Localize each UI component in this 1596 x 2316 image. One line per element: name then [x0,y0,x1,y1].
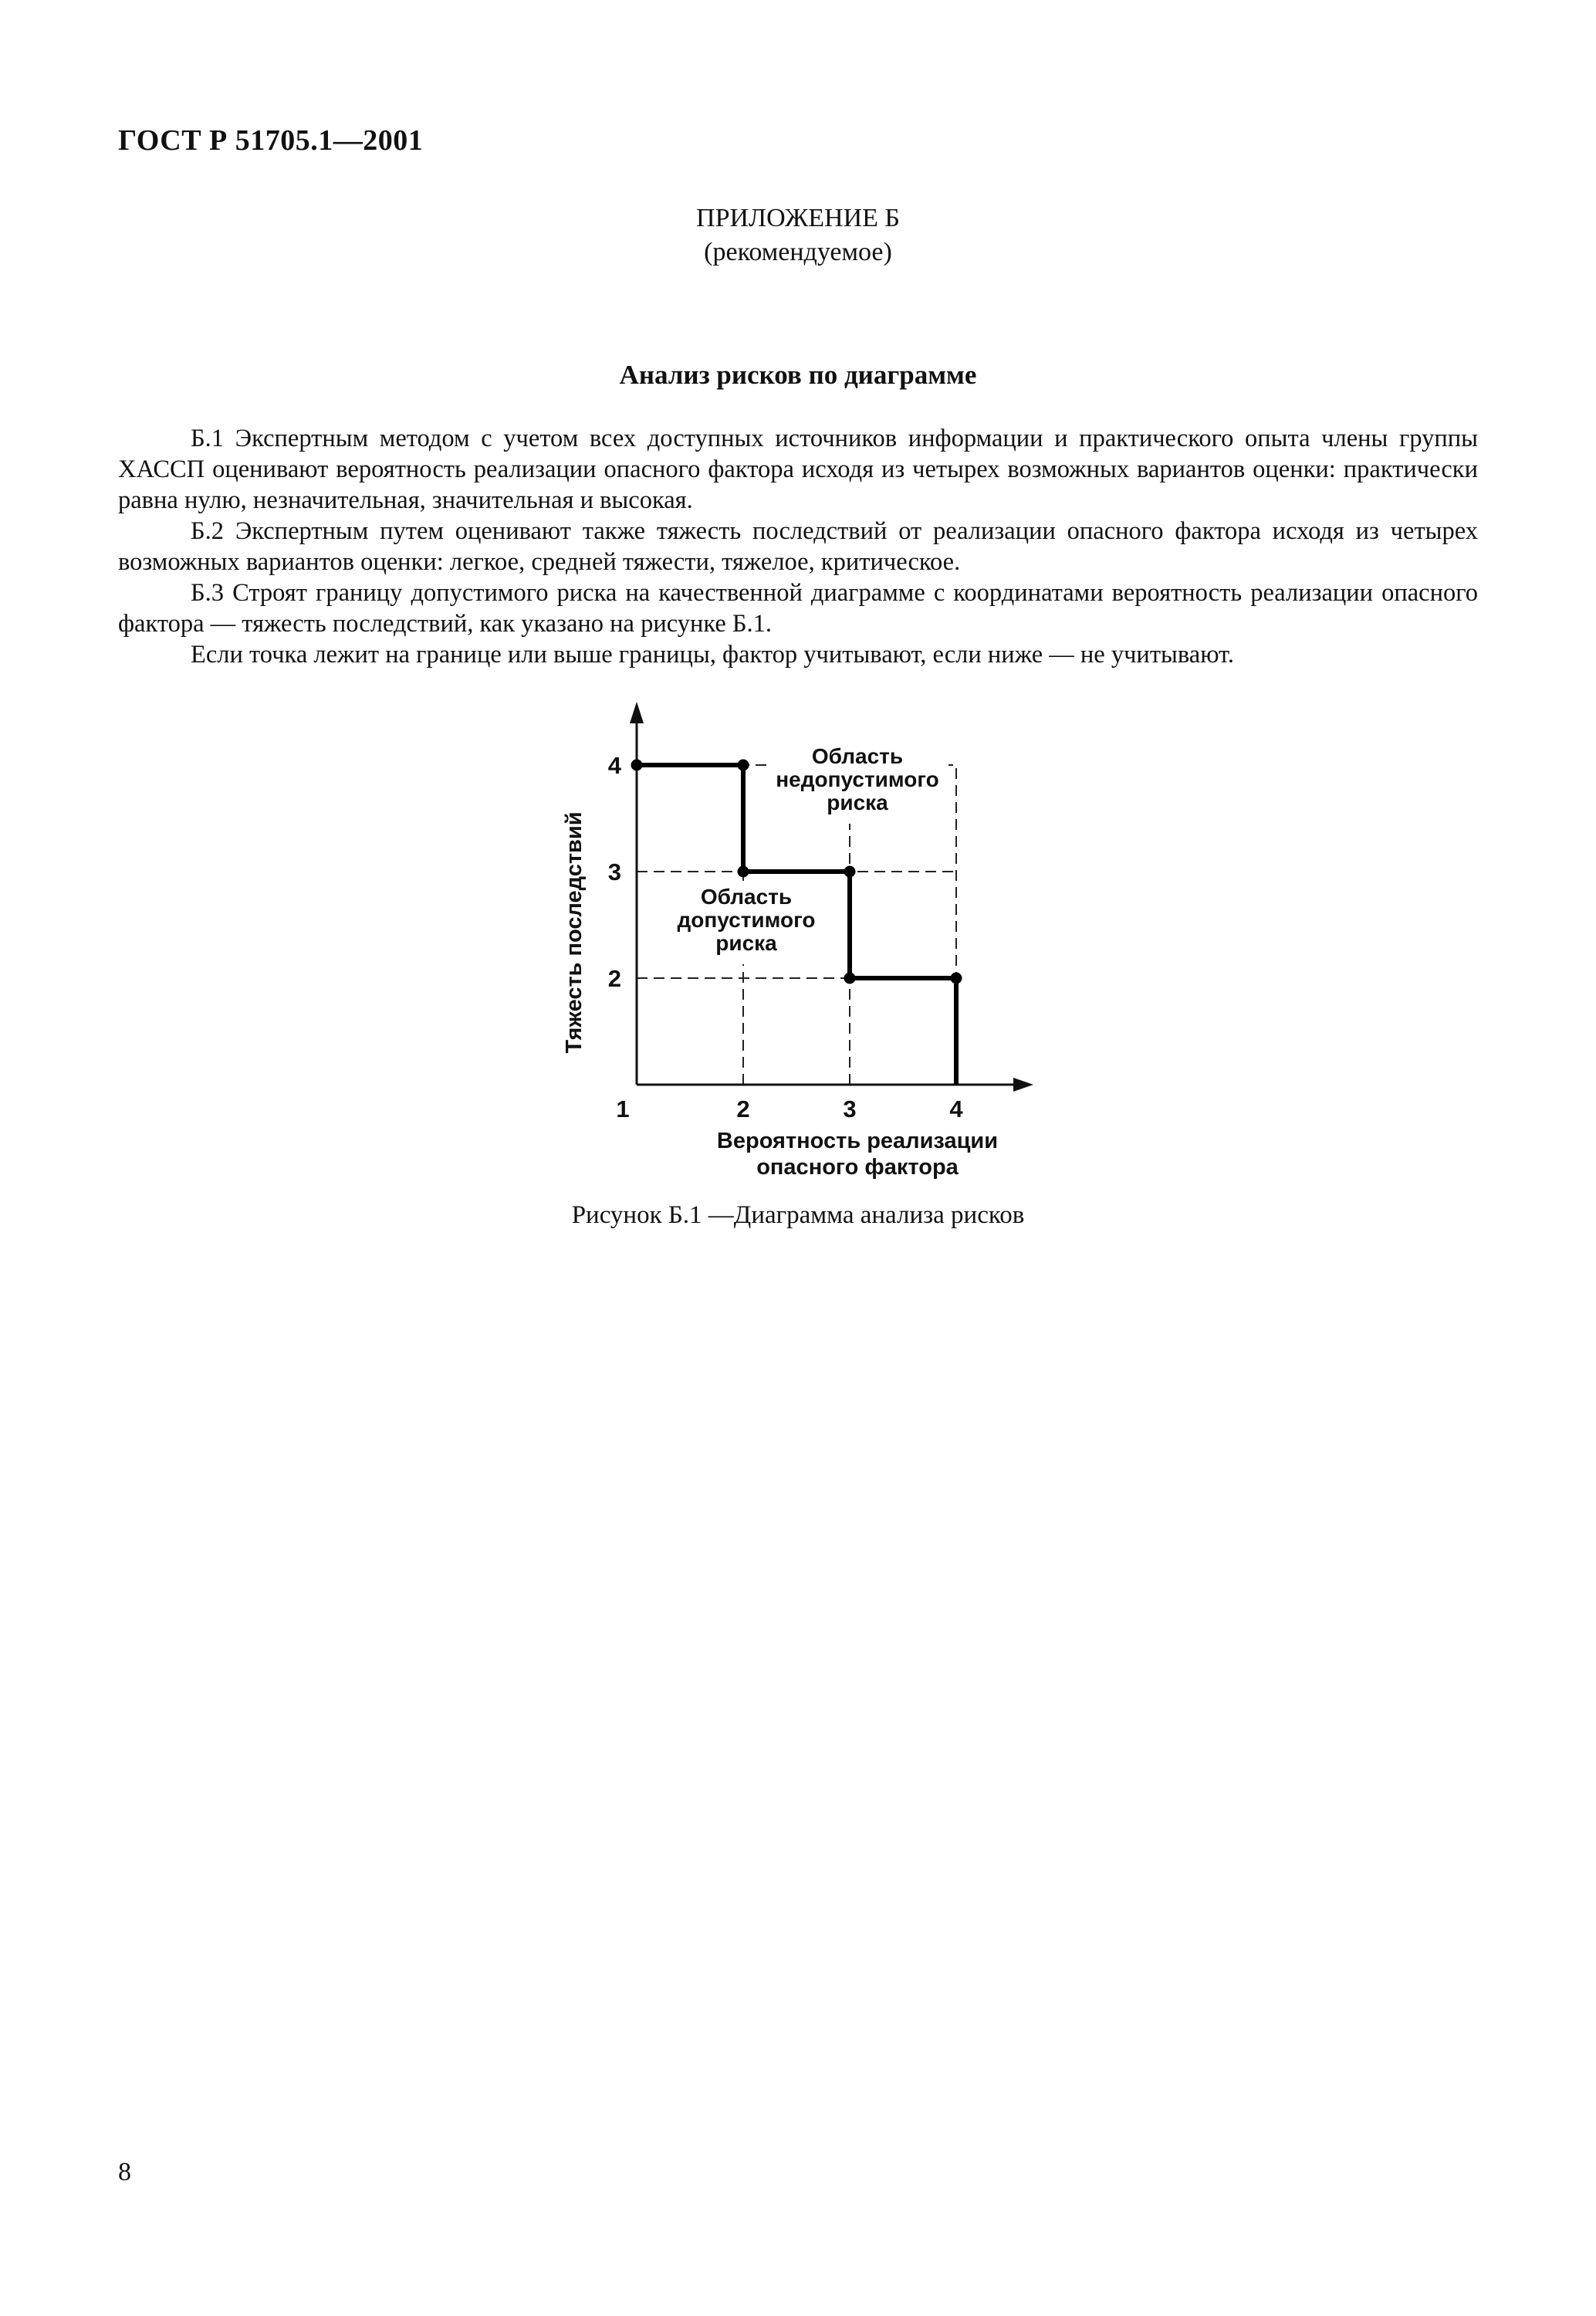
section-title: Анализ рисков по диаграмме [619,360,977,390]
page-number: 8 [118,2158,131,2186]
y-axis-label: Тяжесть последствий [562,811,587,1054]
x-axis-arrow-icon [1013,1078,1033,1092]
appendix-title: ПРИЛОЖЕНИЕ Б [696,204,900,232]
risk-diagram-figure [533,695,1073,1189]
risk-diagram [533,695,1073,1189]
x-tick-label: 4 [949,1095,963,1122]
x-axis-label-line-1: Вероятность реализации [716,1129,999,1153]
unacceptable-region-label: риска [827,791,888,814]
unacceptable-region-label: Область [811,744,904,768]
x-tick-label: 2 [736,1095,750,1122]
acceptable-region-label: допустимого [677,908,816,932]
acceptable-region-label: риска [715,931,777,955]
y-tick-label: 2 [607,965,621,992]
body-text [118,423,1478,670]
paragraph-b2: Б.2 Экспертным путем оценивают также тяжесть последствий от реализации опасного фактора исходя из четырех возможных вариантов оценки: легкое, средней тяжести, тяжелое, критическое. [118,517,1478,576]
document-header: ГОСТ Р 51705.1—2001 [118,124,424,157]
figure-caption: Рисунок Б.1 —Диаграмма анализа рисков [571,1201,1025,1229]
acceptable-region-label: Область [700,885,793,909]
x-axis-label-line-2: опасного фактора [756,1155,959,1180]
y-axis-arrow-icon [630,702,644,723]
appendix-status: (рекомендуемое) [704,238,892,266]
boundary-point-1 [631,760,643,771]
paragraph-b3: Б.3 Строят границу допустимого риска на качественной диаграмме с координатами вероятность реализации опасного фактора — тяжесть последствий, как указано на рисунке Б.1. [118,579,1478,638]
paragraph-b1: Б.1 Экспертным методом с учетом всех доступных источников информации и практического опыта члены группы ХАССП оценивают вероятность реализации опасного фактора исходя из четырех возможных вариантов оценки: практически равна нулю, незначительная, значительная и высокая. [118,425,1478,514]
boundary-point-5 [844,973,856,984]
boundary-point-2 [738,760,749,771]
x-tick-label: 3 [843,1095,857,1122]
y-tick-label: 3 [607,858,621,885]
boundary-point-3 [738,866,749,878]
boundary-point-4 [844,866,856,878]
boundary-point-6 [951,973,962,984]
paragraph-rule: Если точка лежит на границе или выше границы, фактор учитывают, если ниже — не учитывают. [191,641,1234,669]
x-tick-label: 1 [616,1095,630,1122]
unacceptable-region-label: недопустимого [776,767,939,791]
y-tick-label: 4 [607,752,621,779]
